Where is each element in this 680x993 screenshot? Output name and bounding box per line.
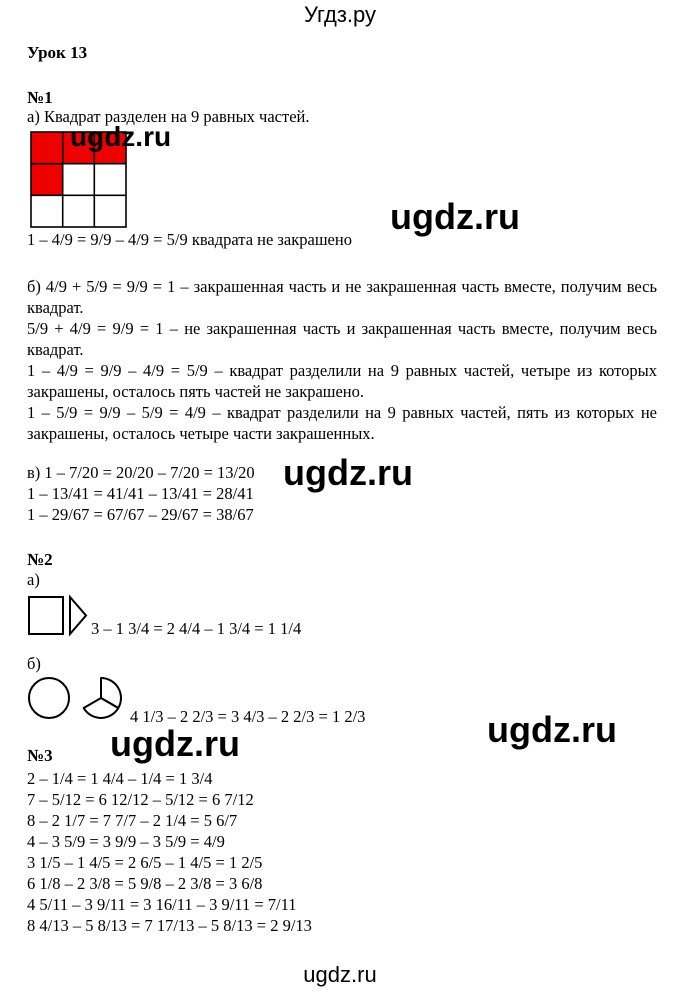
equation-line: 8 – 2 1/7 = 7 7/7 – 2 1/4 = 5 6/7 <box>27 811 238 830</box>
watermark: ugdz.ru <box>283 452 413 493</box>
watermark: ugdz.ru <box>70 121 172 152</box>
task1-part-a-equation: 1 – 4/9 = 9/9 – 4/9 = 5/9 квадрата не закрашено <box>27 230 352 249</box>
task1-part-b-paragraph: 5/9 + 4/9 = 9/9 = 1 – не закрашенная часть и закрашенная часть вместе, получим весь квадрат. <box>27 319 657 359</box>
lesson-title: Урок 13 <box>27 43 88 62</box>
task1-part-b-paragraph: 1 – 4/9 = 9/9 – 4/9 = 5/9 – квадрат разделили на 9 равных частей, четыре из которых закрашены, осталось пять частей не закрашено. <box>27 361 657 401</box>
task2-part-b-equation: 4 1/3 – 2 2/3 = 3 4/3 – 2 2/3 = 1 2/3 <box>130 707 366 726</box>
site-title: Угдз.ру <box>303 2 377 27</box>
task2-part-b-label: б) <box>27 654 41 673</box>
equation-line: 4 – 3 5/9 = 3 9/9 – 3 5/9 = 4/9 <box>27 832 225 851</box>
equation-line: 1 – 13/41 = 41/41 – 13/41 = 28/41 <box>27 484 254 503</box>
watermark: ugdz.ru <box>110 723 240 764</box>
circles-figure <box>27 676 127 722</box>
equation-line: 3 1/5 – 1 4/5 = 2 6/5 – 1 4/5 = 1 2/5 <box>27 853 263 872</box>
equation-line: 4 5/11 – 3 9/11 = 3 16/11 – 3 9/11 = 7/11 <box>27 895 297 914</box>
task1-part-b-paragraph: б) 4/9 + 5/9 = 9/9 = 1 – закрашенная часть и не закрашенная часть вместе, получим весь квадрат. <box>27 277 657 317</box>
footer-site: ugdz.ru <box>303 962 377 987</box>
task2-number: №2 <box>27 550 53 569</box>
task1-part-v <box>27 462 255 525</box>
task1-part-b-paragraph: 1 – 5/9 = 9/9 – 5/9 = 4/9 – квадрат разделили на 9 равных частей, пять из которых не закрашены, осталось четыре части закрашенных. <box>27 403 657 443</box>
task1-number: №1 <box>27 88 53 107</box>
squares-figure <box>27 593 99 639</box>
equation-line: 2 – 1/4 = 1 4/4 – 1/4 = 1 3/4 <box>27 769 213 788</box>
watermark: ugdz.ru <box>487 709 617 750</box>
task2-part-a-label: а) <box>27 570 40 589</box>
equation-line: 7 – 5/12 = 6 12/12 – 5/12 = 6 7/12 <box>27 790 254 809</box>
task2-part-a-equation: 3 – 1 3/4 = 2 4/4 – 1 3/4 = 1 1/4 <box>91 619 302 638</box>
task1-part-a-text: а) Квадрат разделен на 9 равных частей. <box>27 107 310 126</box>
equation-line: в) 1 – 7/20 = 20/20 – 7/20 = 13/20 <box>27 463 255 482</box>
task3-lines <box>27 768 312 936</box>
task3-number: №3 <box>27 746 53 765</box>
equation-line: 1 – 29/67 = 67/67 – 29/67 = 38/67 <box>27 505 254 524</box>
equation-line: 6 1/8 – 2 3/8 = 5 9/8 – 2 3/8 = 3 6/8 <box>27 874 263 893</box>
equation-line: 8 4/13 – 5 8/13 = 7 17/13 – 5 8/13 = 2 9/13 <box>27 916 312 935</box>
watermark: ugdz.ru <box>390 196 520 237</box>
